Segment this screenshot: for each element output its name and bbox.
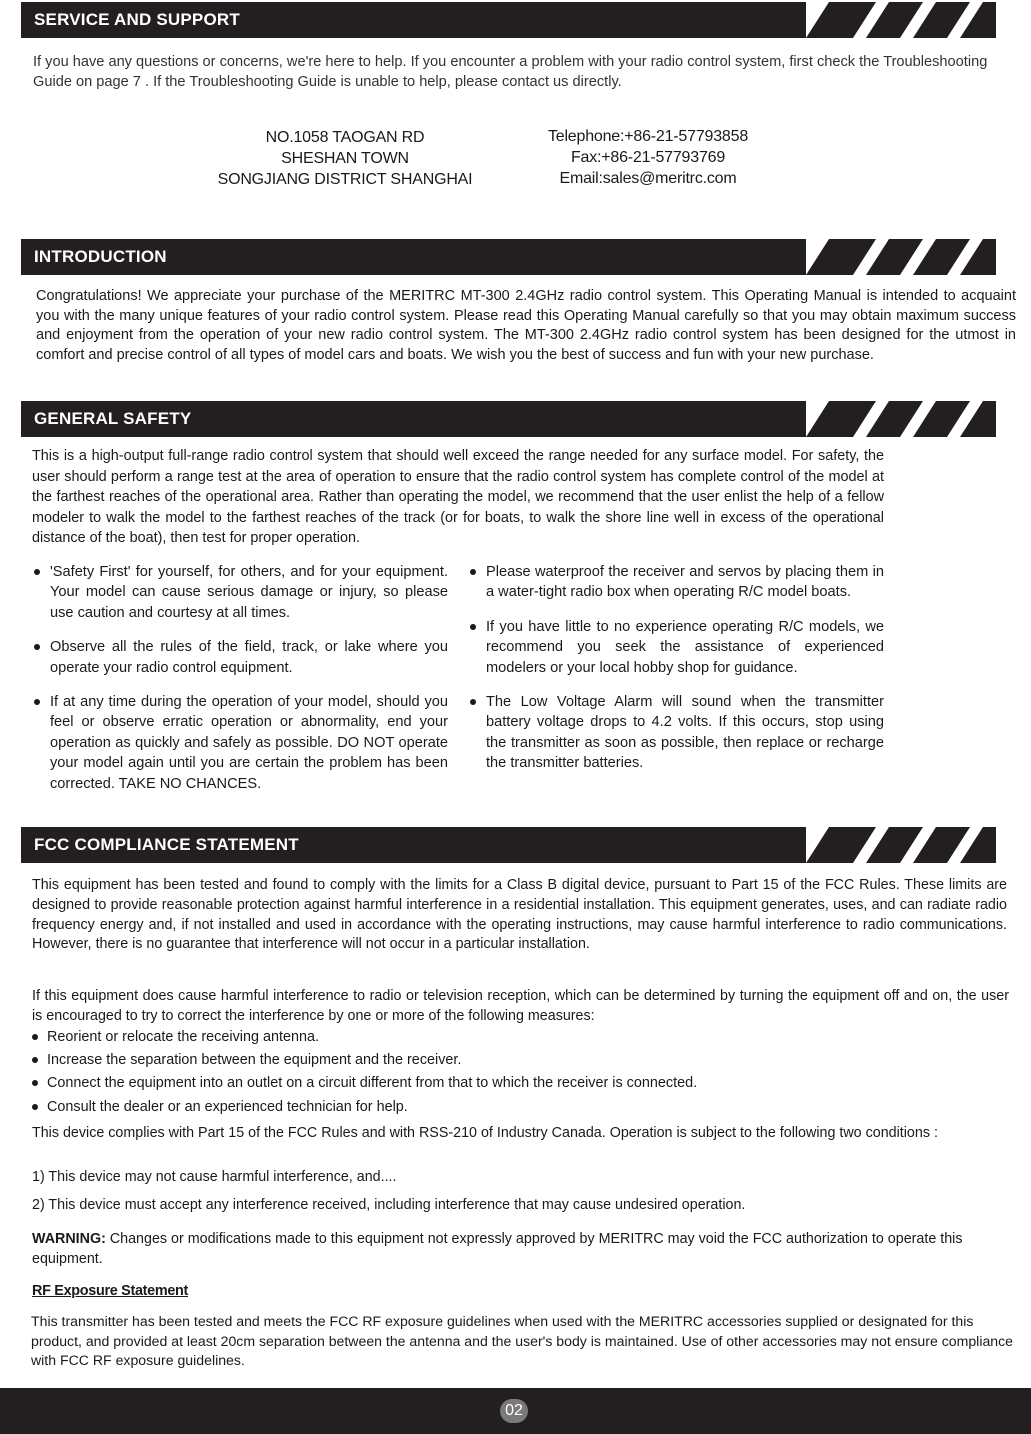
telephone: Telephone:+86-21-57793858 [547,128,749,145]
fcc-paragraph-1: This equipment has been tested and found to comply with the limits for a Class B digital device, pursuant to Part 15 of the FCC Rules. These limits are designed to provide reasonable protection against harmful interference in a residential installation. This equipment generates, uses, and can radiate radio frequency energy and, if not installed and used in accordance with the operating instructions, may cause harmful interference to radio communications. However, there is no guarantee that interference will not occur in a particular installation. [32,877,1007,953]
fax: Fax:+86-21-57793769 [570,149,726,166]
list-item: If you have little to no experience operating R/C models, we recommend you seek the assistance of experienced modelers or your local hobby shop for guidance. [469,617,884,678]
section-header-introduction [21,239,996,275]
section-title: INTRODUCTION [34,247,167,266]
stripes-decoration [806,239,996,275]
fcc-measure-item: Reorient or relocate the receiving antenna. [32,1027,319,1047]
safety-left-column [33,562,448,794]
safety-intro-text: This is a high-output full-range radio control system that should well exceed the range needed for any surface model. For safety, the user should perform a range test at the area of operation to ensure that the radio control system has complete control of the model at the farthest reaches of the operational area. Rather than operating the model, we recommend that the user enlist the help of a fellow modeler to walk the model to the farthest reaches of the track (or for boats, to walk the shore line well in excess of the operational distance of the boat), then test for proper operation. [32,448,884,547]
section-title: GENERAL SAFETY [34,409,192,428]
email: Email:sales@meritrc.com [559,170,737,187]
section-title: FCC COMPLIANCE STATEMENT [34,835,299,854]
page-number: 02 [500,1399,528,1423]
introduction-text: Congratulations! We appreciate your purchase of the MERITRC MT-300 2.4GHz radio control system. This Operating Manual is intended to acquaint you with the many unique features of your radio control system. Please read this Operating Manual carefully so that you may obtain maximum success and enjoyment from the operation of your new radio control system. The MT-300 2.4GHz radio control system has been designed for the utmost in comfort and precise control of all types of model cars and boats. We wish you the best of success and fun with your new purchase. [36,288,1016,363]
list-item: Please waterproof the receiver and servos by placing them in a water-tight radio box when operating R/C model boats. [469,562,884,603]
list-item: Observe all the rules of the field, track, or lake where you operate your radio control equipment. [33,637,448,678]
safety-right-column [469,562,884,774]
service-lead-text: If you have any questions or concerns, we're here to help. If you encounter a problem with your radio control system, first check the Troubleshooting Guide on page 7 . If the Troubleshooting Guide is unable to help, please contact us directly. [33,54,988,90]
rf-exposure-heading: RF Exposure Statement [32,1283,189,1299]
fcc-measure-item: Consult the dealer or an experienced technician for help. [32,1097,408,1117]
rf-exposure-text: This transmitter has been tested and meets the FCC RF exposure guidelines when used with the MERITRC accessories supplied or designated for this product, and provided at least 20cm separation between the antenna and the user's body is maintained. Use of other accessories may not ensure compliance with FCC RF exposure guidelines. [31,1313,1014,1368]
fcc-measure-item: Connect the equipment into an outlet on a circuit different from that to which the receiver is connected. [32,1073,697,1093]
fcc-measure-item: Increase the separation between the equipment and the receiver. [32,1050,461,1070]
fcc-paragraph-3: This device complies with Part 15 of the FCC Rules and with RSS-210 of Industry Canada. Operation is subject to the following two conditions : [32,1125,938,1141]
address-line: NO.1058 TAOGAN RD [265,129,425,146]
contact-info [520,126,776,189]
section-header-safety [21,401,996,437]
fcc-condition-1: 1) This device may not cause harmful interference, and.... [32,1169,397,1185]
stripes-decoration [806,2,996,38]
list-item: If at any time during the operation of your model, should you feel or observe erratic operation or abnormality, end your operation as quickly and safely as possible. DO NOT operate your model again until you are certain the problem has been corrected. TAKE NO CHANCES. [33,692,448,794]
list-item: 'Safety First' for yourself, for others, and for your equipment. Your model can cause serious damage or injury, so please use caution and courtesy at all times. [33,562,448,623]
warning-text: Changes or modifications made to this equipment not expressly approved by MERITRC may void the FCC authorization to operate this equipment. [32,1231,963,1267]
fcc-condition-2: 2) This device must accept any interference received, including interference that may cause undesired operation. [32,1197,746,1213]
fcc-paragraph-2: If this equipment does cause harmful interference to radio or television reception, which can be determined by turning the equipment off and on, the user is encouraged to try to correct the interference by one or more of the following measures: [32,988,1009,1024]
warning-label: WARNING: [32,1231,106,1247]
address-line: SONGJIANG DISTRICT SHANGHAI [217,171,473,188]
section-header-fcc [21,827,996,863]
stripes-decoration [806,827,996,863]
fcc-warning [32,1230,992,1269]
section-header-service [21,2,996,38]
stripes-decoration [806,401,996,437]
page-footer [0,1388,1031,1434]
section-title: SERVICE AND SUPPORT [34,10,240,29]
address-line: SHESHAN TOWN [281,150,409,167]
postal-address [200,127,490,190]
list-item: The Low Voltage Alarm will sound when the transmitter battery voltage drops to 4.2 volts. If this occurs, stop using the transmitter as soon as possible, then replace or recharge the transmitter batteries. [469,692,884,774]
